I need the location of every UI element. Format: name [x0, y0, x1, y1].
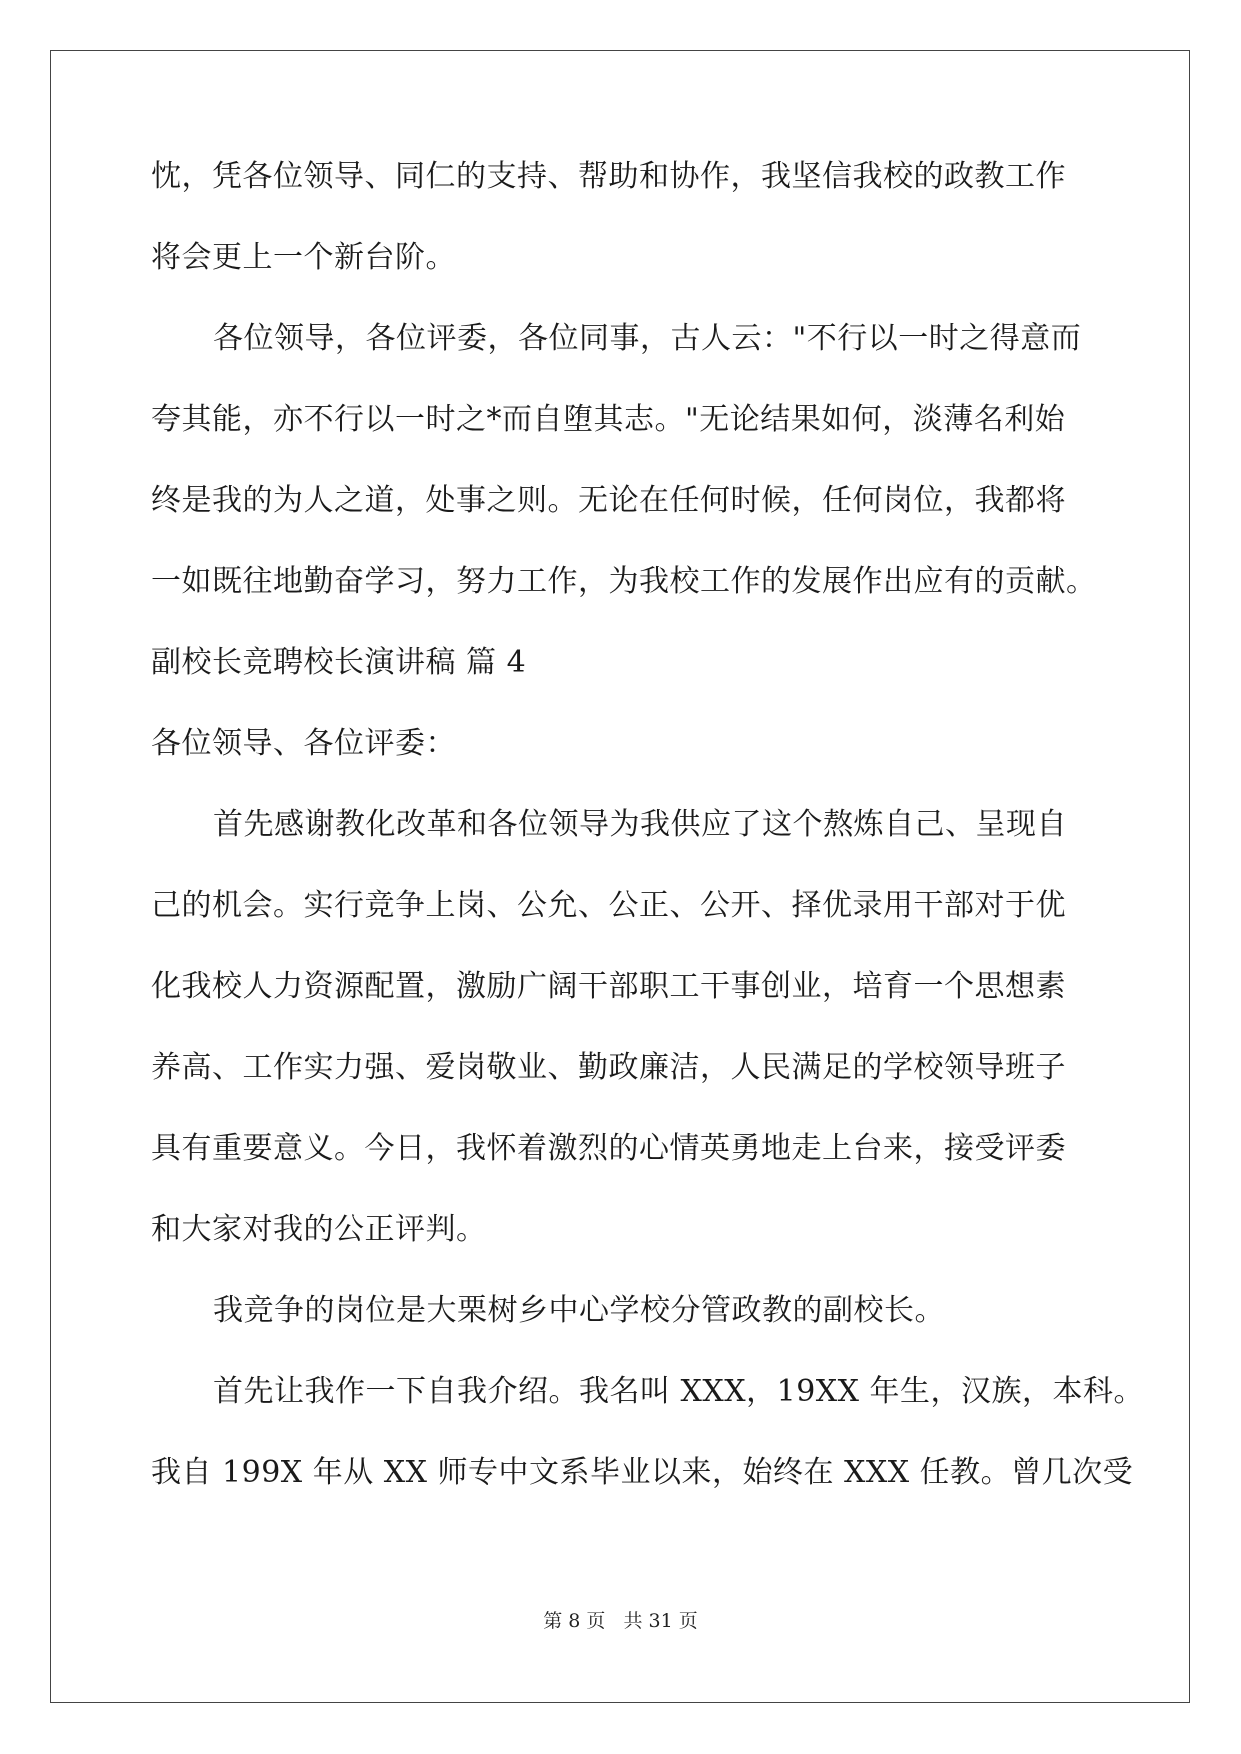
- text-line: 化我校人力资源配置，激励广阔干部职工干事创业，培育一个思想素: [151, 969, 1066, 1004]
- paragraph-start-line: 各位领导，各位评委，各位同事，古人云："不行以一时之得意而: [213, 321, 1082, 356]
- text-line: 忱，凭各位领导、同仁的支持、帮助和协作，我坚信我校的政教工作: [151, 159, 1066, 194]
- text-line: 和大家对我的公正评判。: [151, 1212, 487, 1247]
- page-footer: [0, 1612, 1241, 1631]
- text-line: 终是我的为人之道，处事之则。无论在任何时候，任何岗位，我都将: [151, 483, 1066, 518]
- paragraph-start-line: 我竞争的岗位是大栗树乡中心学校分管政教的副校长。: [213, 1293, 945, 1328]
- text-line: 我自 199X 年从 XX 师专中文系毕业以来，始终在 XXX 任教。曾几次受: [151, 1455, 1134, 1490]
- paragraph-start-line: 首先感谢教化改革和各位领导为我供应了这个熬炼自己、呈现自: [213, 807, 1067, 842]
- page-total: 共 31 页: [623, 1610, 698, 1632]
- page-number: 第 8 页: [543, 1610, 606, 1632]
- text-line: 己的机会。实行竞争上岗、公允、公正、公开、择优录用干部对于优: [151, 888, 1066, 923]
- text-line: 一如既往地勤奋学习，努力工作，为我校工作的发展作出应有的贡献。: [151, 564, 1097, 599]
- text-line: 养高、工作实力强、爱岗敬业、勤政廉洁，人民满足的学校领导班子: [151, 1050, 1066, 1085]
- text-line: 夸其能，亦不行以一时之*而自堕其志。"无论结果如何，淡薄名利始: [151, 402, 1066, 437]
- paragraph-start-line: 首先让我作一下自我介绍。我名叫 XXX，19XX 年生，汉族，本科。: [213, 1374, 1145, 1409]
- document-body: [151, 159, 1145, 1539]
- salutation: 各位领导、各位评委：: [151, 726, 456, 761]
- text-line: 具有重要意义。今日，我怀着激烈的心情英勇地走上台来，接受评委: [151, 1131, 1066, 1166]
- section-heading: 副校长竞聘校长演讲稿 篇 4: [151, 645, 527, 680]
- text-line: 将会更上一个新台阶。: [151, 240, 456, 275]
